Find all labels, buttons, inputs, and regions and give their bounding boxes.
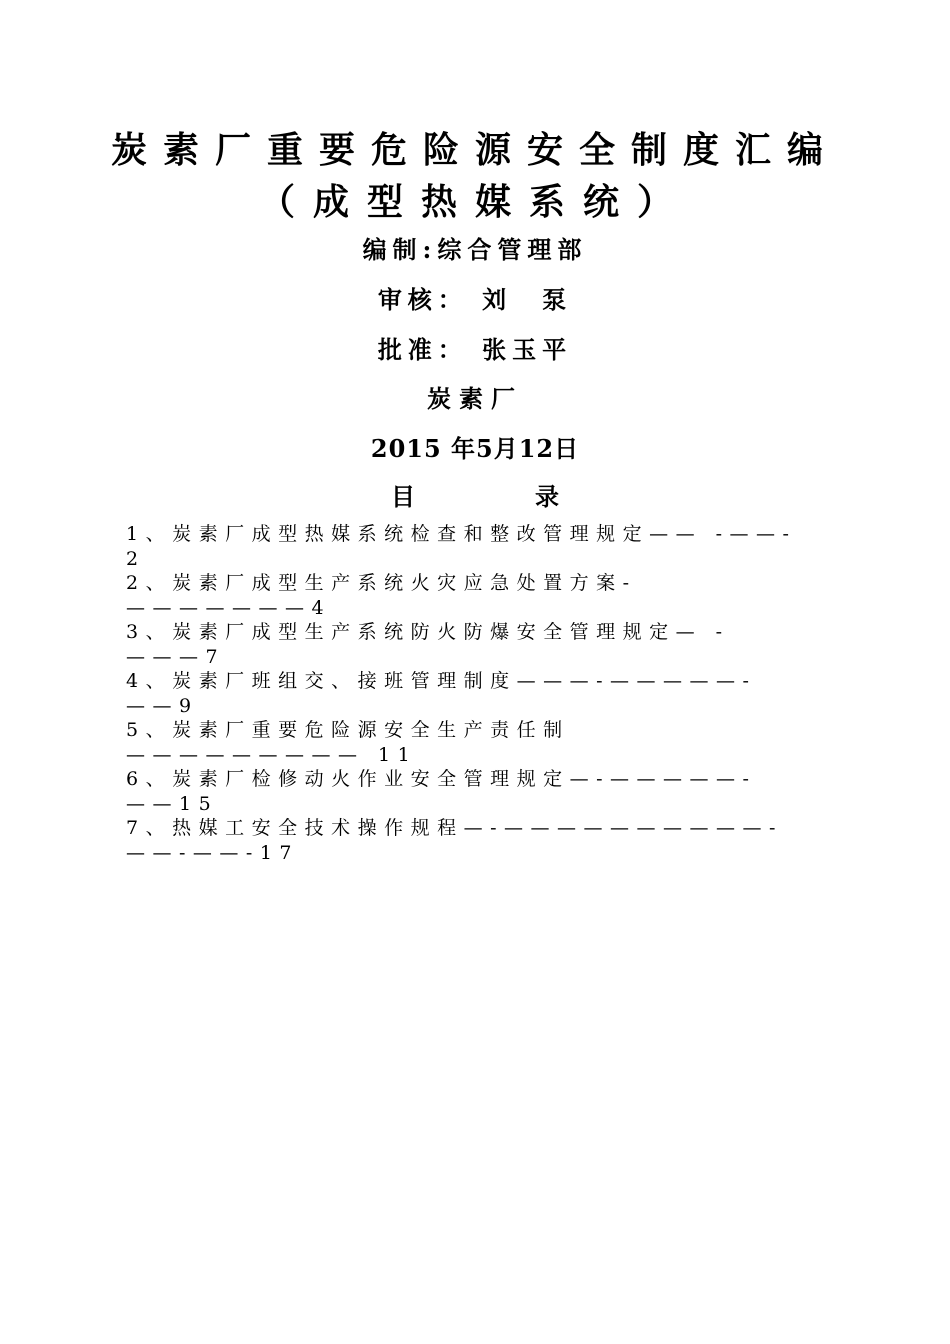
organization: 炭素厂 bbox=[427, 384, 523, 413]
reviewed-by: 审核： 刘 泵 bbox=[377, 285, 573, 314]
toc-item-5[interactable]: 5、炭素厂重要危险源安全生产责任制————————— 11 bbox=[126, 719, 570, 766]
toc-item-6[interactable]: 6、炭素厂检修动火作业安全管理规定—-—————-——15 bbox=[126, 768, 757, 815]
toc-item-4[interactable]: 4、炭素厂班组交、接班管理制度———-—————-——9 bbox=[126, 670, 757, 717]
toc-item-1[interactable]: 1、炭素厂成型热媒系统检查和整改管理规定—— -——-2 bbox=[126, 523, 797, 570]
toc-item-7[interactable]: 7、热媒工安全技术操作规程—-——————————-——-——-17 bbox=[126, 817, 783, 864]
toc-item-3[interactable]: 3、炭素厂成型生产系统防火防爆安全管理规定— -———7 bbox=[126, 621, 730, 668]
toc-heading-right: 录 bbox=[535, 482, 559, 511]
approved-by: 批准： 张玉平 bbox=[377, 335, 573, 364]
toc-heading-left: 目 bbox=[391, 482, 415, 511]
document-title: 炭素厂重要危险源安全制度汇编 bbox=[110, 129, 839, 171]
document-date: 2015 年5月12日 bbox=[370, 434, 580, 463]
toc-heading bbox=[0, 482, 950, 512]
table-of-contents bbox=[126, 522, 806, 865]
document-subtitle: （成型热媒系统） bbox=[258, 181, 691, 223]
compiled-by: 编制:综合管理部 bbox=[362, 235, 588, 264]
toc-item-2[interactable]: 2、炭素厂成型生产系统火灾应急处置方案-———————4 bbox=[126, 572, 637, 619]
